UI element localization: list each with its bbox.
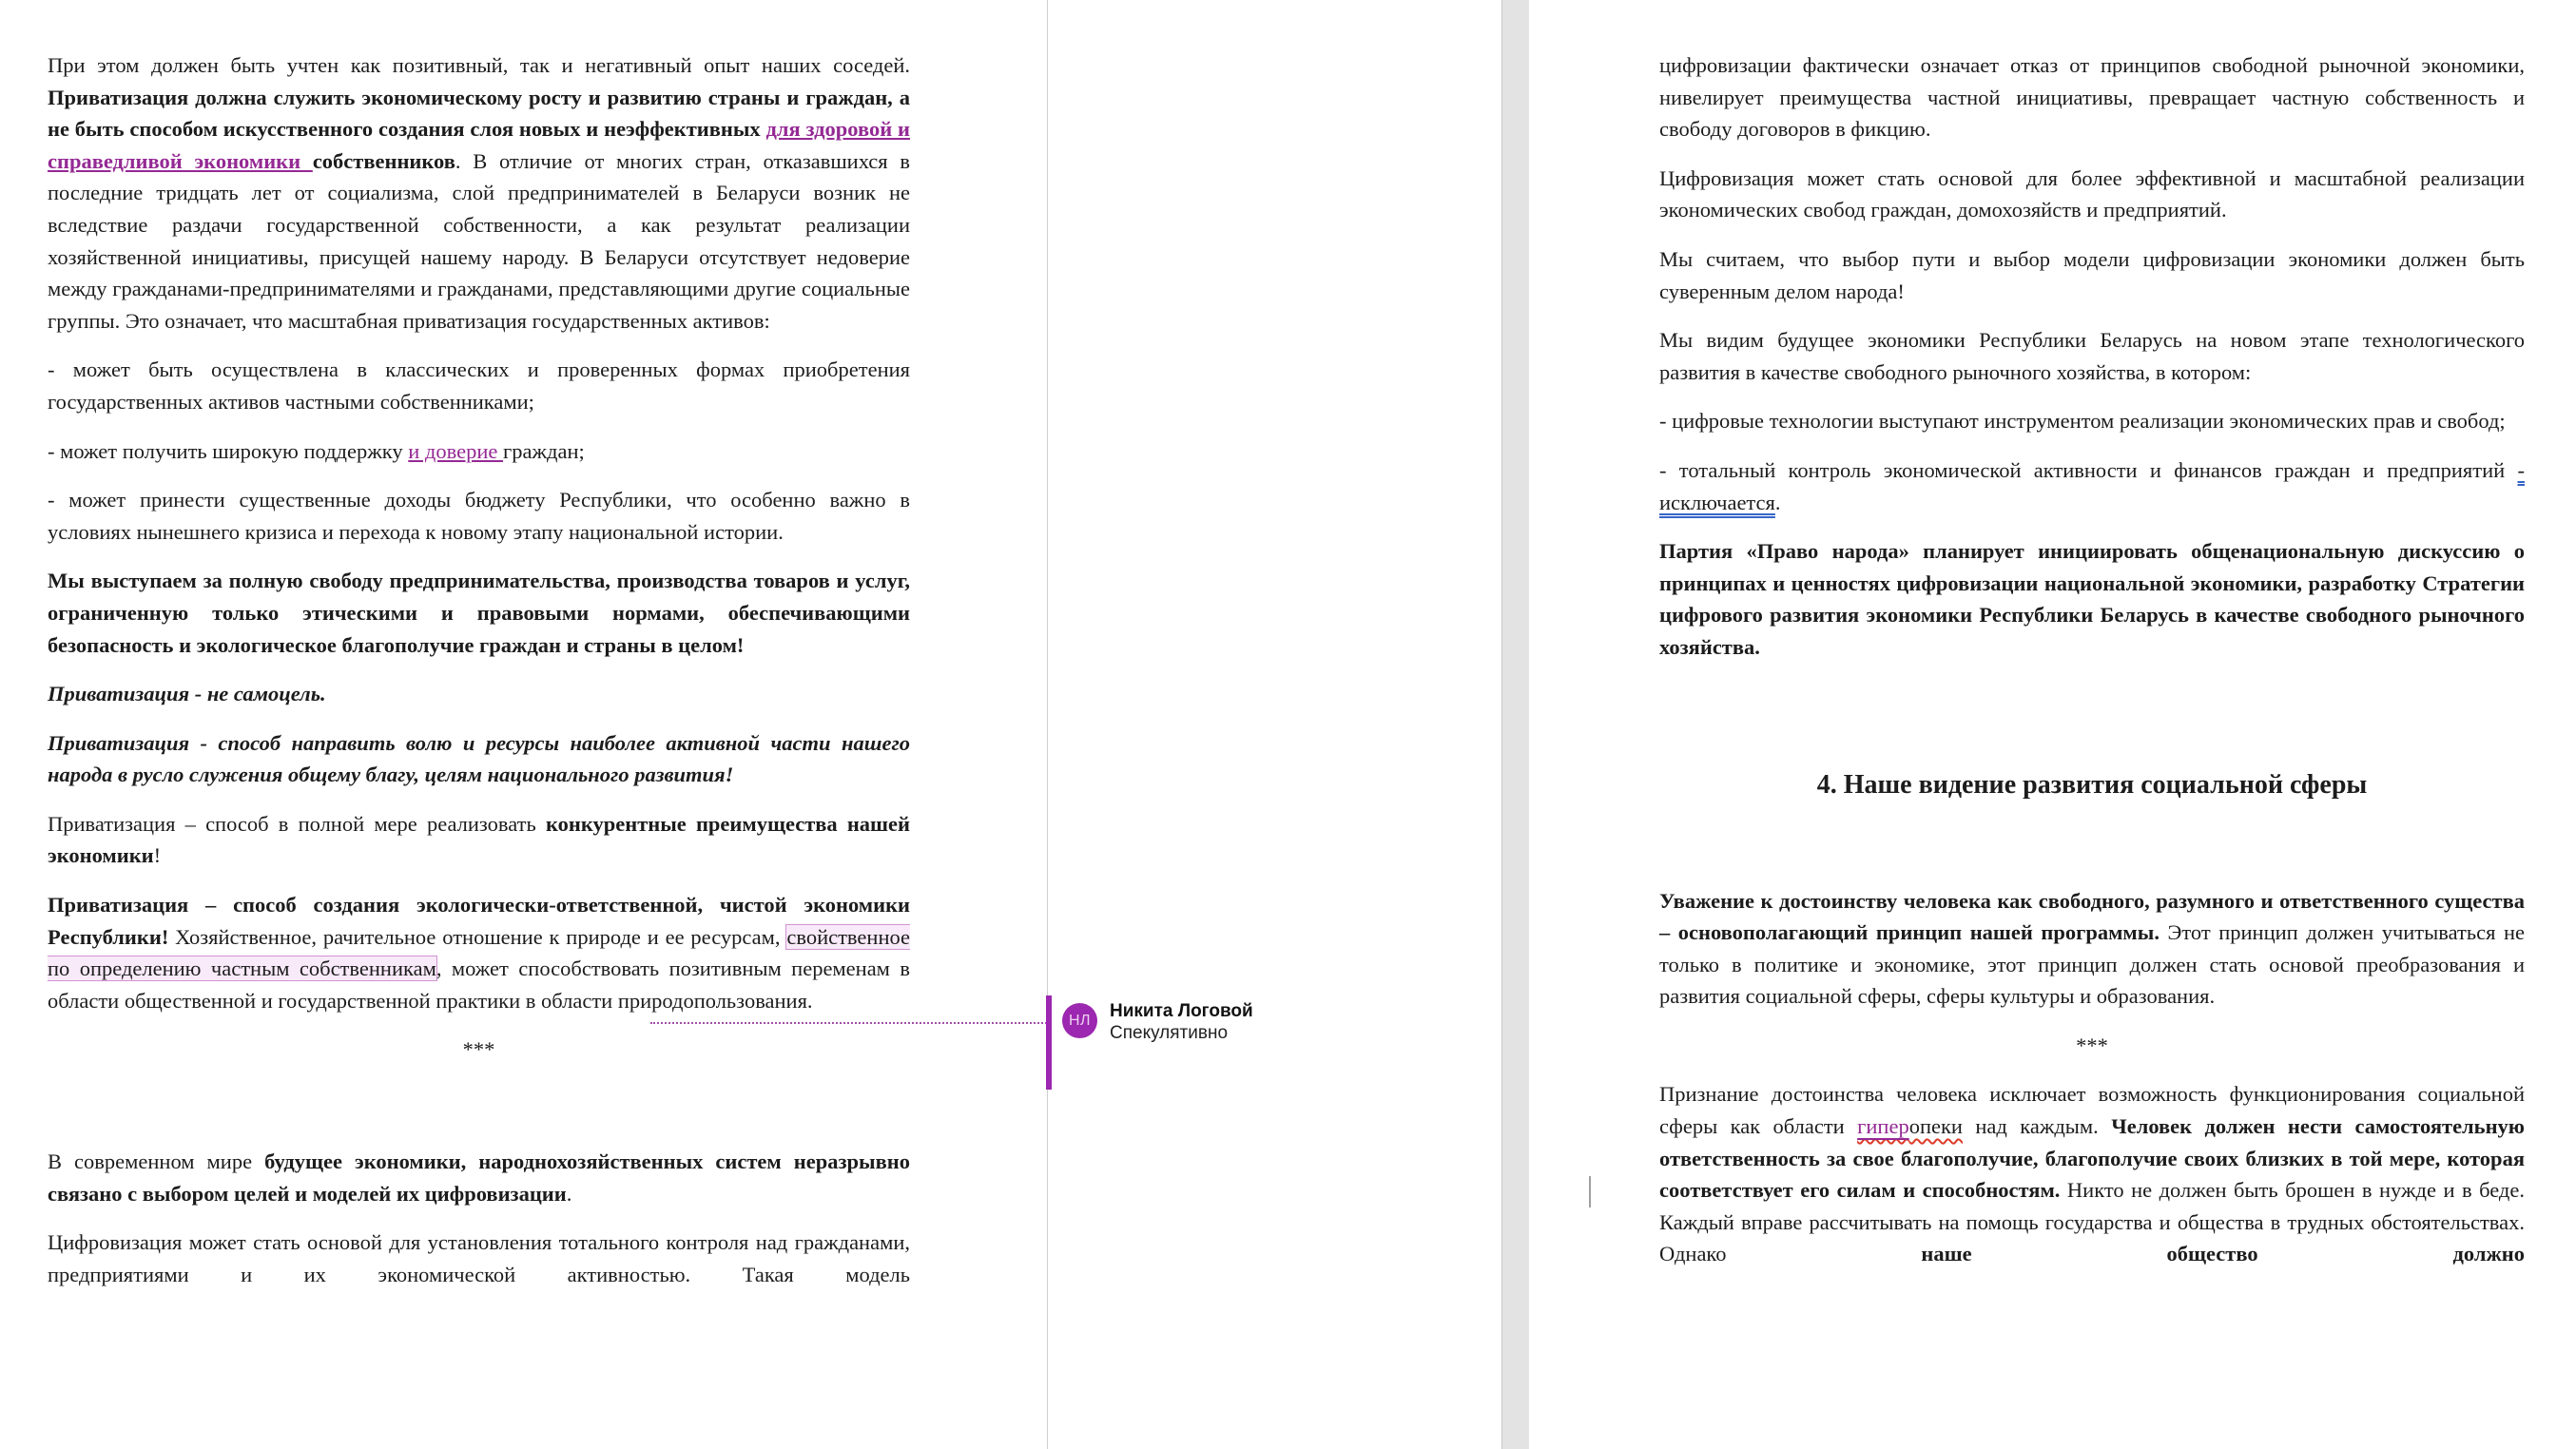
text-run: Партия «Право народа» планирует инициировать общенациональную дискуссию о принципах и ценностях цифровизации национальной экономики, разработку Стратегии цифрового развития экономики Республики Беларусь в качестве свободного рыночного хозяйства.	[1659, 539, 2525, 659]
text-run: - может принести существенные доходы бюджету Республики, что особенно важно в условиях нынешнего кризиса и перехода к новому этапу национальной истории.	[48, 488, 910, 544]
paragraph	[1659, 243, 2525, 307]
text-run: - может получить широкую поддержку	[48, 438, 409, 463]
right-text-column	[1659, 49, 2525, 1287]
section-heading	[1659, 766, 2525, 804]
section-separator	[1659, 1030, 2525, 1062]
section-heading-text: 4. Наше видение развития социальной сферы	[1816, 769, 2368, 800]
tracked-insertion: и доверие	[408, 438, 504, 463]
text-run-bold: Уважение к достоинству человека как свободного, разумного и ответственного существа – основополагающий принцип нашей программы.	[1659, 888, 2525, 945]
comment-card[interactable]	[1062, 1001, 1462, 1058]
text-run: Цифровизация может стать основой для более эффективной и масштабной реализации экономических свобод граждан, домохозяйств и предприятий.	[1659, 165, 2525, 222]
paragraph	[1659, 454, 2525, 518]
text-run-bold: Приватизация должна служить экономическому росту и развитию страны и граждан, а не быть способом искусственного создания слоя новых и неэффективных	[48, 85, 910, 142]
paragraph-with-tracked-change	[1659, 1078, 2525, 1270]
paragraph	[48, 1227, 910, 1290]
text-run: Хозяйственное, рачительное отношение к природе и ее ресурсам,	[168, 924, 787, 949]
text-run-bold: Приватизация – способ создания экологически-ответственной, чистой экономики Республики!	[48, 893, 910, 949]
text-run: Цифровизация может стать основой для установления тотального контроля над гражданами, предприятиями и их экономической активностью. Такая модель	[48, 1230, 910, 1286]
text-run: - может быть осуществлена в классических и проверенных формах приобретения государственных активов частными собственниками;	[48, 357, 910, 414]
text-run: !	[153, 843, 162, 868]
tracked-insertion: для здоровой и справедливой экономики	[48, 117, 911, 173]
page-right[interactable]	[1529, 0, 2576, 1449]
paragraph	[48, 1146, 910, 1209]
paragraph	[48, 49, 910, 337]
paragraph-with-comment-anchor	[48, 889, 910, 1016]
text-run-bold: будущее экономики, народнохозяйственных систем неразрывно связано с выбором целей и моделей их цифровизации	[48, 1150, 910, 1206]
text-run: , может способствовать позитивным переменам в области общественной и государственной практики в области природопользования.	[48, 956, 910, 1013]
text-run: Мы считаем, что выбор пути и выбор модели цифровизации экономики должен быть суверенным делом народа!	[1659, 246, 2525, 303]
paragraph-bold-italic	[48, 678, 910, 710]
text-run-bold: наше общество должно	[1921, 1242, 2525, 1266]
commented-text-highlight[interactable]: свойственное по определению частным собственникам	[48, 924, 910, 981]
section-separator	[48, 1034, 910, 1066]
paragraph	[48, 808, 910, 872]
text-run: .	[566, 1181, 572, 1206]
text-run: граждан;	[503, 438, 585, 463]
paragraph	[1659, 163, 2525, 226]
grammar-flagged-text: - исключается	[1659, 457, 2525, 514]
paragraph	[1659, 324, 2525, 388]
separator-glyphs: ***	[2076, 1033, 2108, 1057]
paragraph	[1659, 885, 2525, 1013]
page-left[interactable]	[0, 0, 1048, 1449]
text-run: Мы видим будущее экономики Республики Беларусь на новом этапе технологического развития в качестве свободного рыночного хозяйства, в котором:	[1659, 328, 2525, 384]
paragraph	[48, 435, 910, 468]
paragraph	[48, 354, 910, 417]
text-run: .	[1774, 490, 1781, 514]
tracked-insertion: гипер	[1857, 1114, 1909, 1139]
text-run: При этом должен быть учтен как позитивный, так и негативный опыт наших соседей.	[48, 53, 910, 77]
text-run: Этот принцип должен учитываться не только в политике и экономике, этот принцип должен стать основой преобразования и развития социальной сферы, сферы культуры и образования.	[1659, 920, 2525, 1009]
text-run: Признание достоинства человека исключает возможность функционирования социальной сферы как области	[1659, 1082, 2525, 1139]
text-run: Никто не должен быть брошен в нужде и в беде. Каждый вправе рассчитывать на помощь государства и общества в трудных обстоятельствах. Однако	[1659, 1178, 2525, 1266]
paragraph-bold-italic	[48, 727, 910, 791]
comment-body-text: Спекулятивно	[1110, 1023, 1229, 1043]
text-run: Приватизация - способ направить волю и ресурсы наиболее активной части нашего народа в русло служения общему благу, целям национального развития!	[48, 730, 910, 787]
text-run-bold: конкурентные преимущества нашей экономики	[48, 811, 910, 868]
tracked-change-bar	[1589, 1176, 1591, 1208]
text-run-bold: собственников	[312, 148, 455, 173]
text-run: над каждым.	[1962, 1114, 2112, 1139]
paragraph	[1659, 405, 2525, 437]
paragraph-bold	[1659, 535, 2525, 663]
text-run: Мы выступаем за полную свободу предпринимательства, производства товаров и услуг, ограниченную только этическими и правовыми нормами, обеспечивающими безопасность и экологическое благополучие граждан и страны в целом!	[48, 569, 910, 657]
paragraph-bold	[48, 565, 910, 661]
text-run: цифровизации фактически означает отказ от принципов свободной рыночной экономики, нивелирует преимущества частной инициативы, превращает частную собственность и свободу договоров в фикцию.	[1659, 53, 2525, 142]
left-text-column	[48, 49, 910, 1307]
text-run-bold: Человек должен нести самостоятельную ответственность за свое благополучие, благополучие своих близких в той мере, которая соответствует его силам и способностям.	[1659, 1114, 2525, 1203]
page-gap-divider	[1501, 0, 1530, 1449]
comment-author-name: Никита Логовой	[1110, 1001, 1253, 1021]
text-run: Приватизация - не самоцель.	[48, 682, 326, 706]
avatar-initials: НЛ	[1068, 1012, 1092, 1029]
separator-glyphs: ***	[462, 1037, 495, 1062]
comment-author-avatar	[1062, 1003, 1097, 1038]
comment-anchor-bar[interactable]	[1046, 995, 1052, 1090]
text-run: - тотальный контроль экономической активности и финансов граждан и предприятий	[1659, 457, 2518, 482]
text-run: опеки	[1908, 1114, 1963, 1139]
text-run: Приватизация – способ в полной мере реализовать	[48, 811, 546, 836]
spellcheck-flagged-word	[1857, 1114, 1963, 1138]
paragraph	[48, 484, 910, 548]
text-run: В современном мире	[48, 1150, 265, 1174]
text-run: . В отличие от многих стран, отказавшихся в последние тридцать лет от социализма, слой предпринимателей в Беларуси возник не вследствие раздачи государственной собственности, а как результат реализации хозяйственной инициативы, присущей нашему народу. В Беларуси отсутствует недоверие между гражданами-предпринимателями и гражданами, представляющими другие социальные группы. Это означает, что масштабная приватизация государственных активов:	[48, 148, 910, 333]
paragraph	[1659, 49, 2525, 145]
text-run: - цифровые технологии выступают инструментом реализации экономических прав и свобод;	[1659, 409, 2506, 434]
comment-connector-line	[650, 1022, 1047, 1024]
